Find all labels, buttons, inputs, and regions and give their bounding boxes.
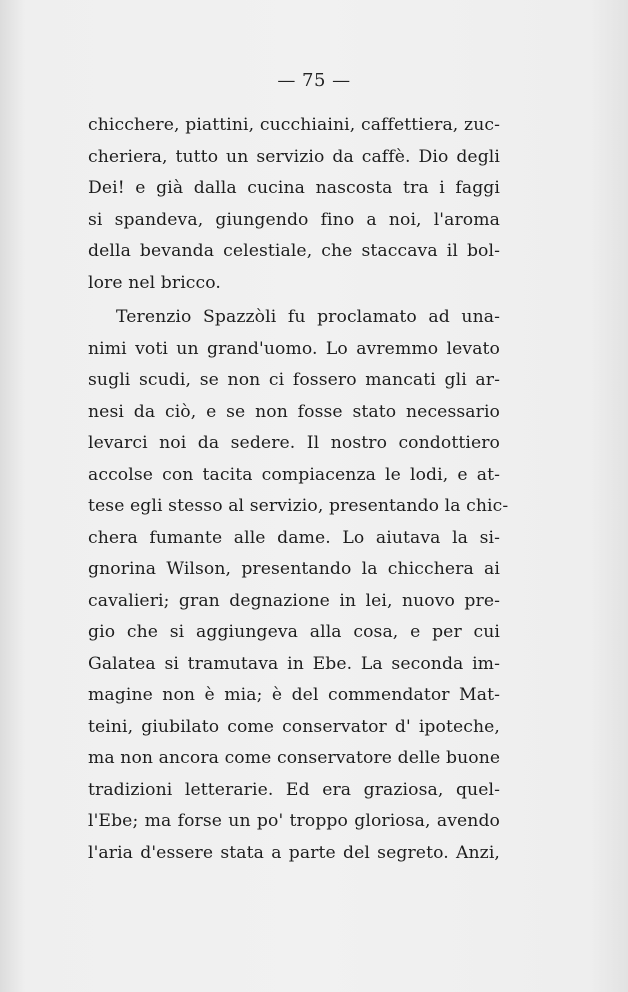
page-number: — 75 —: [277, 70, 351, 91]
text-line: cheriera, tutto un servizio da caffè. Dio degli: [88, 146, 500, 167]
text-line: Galatea si tramutava in Ebe. La seconda im-: [88, 653, 500, 674]
text-line: nesi da ciò, e se non fosse stato necessario: [88, 401, 500, 422]
text-line: gio che si aggiungeva alla cosa, e per cui: [88, 622, 500, 642]
text-line: cavalieri; gran degnazione in lei, nuovo pre-: [88, 590, 500, 611]
text-line: chera fumante alle dame. Lo aiutava la si-: [88, 527, 500, 548]
text-line: si spandeva, giungendo fino a noi, l'aroma: [88, 209, 500, 230]
text-line: accolse con tacita compiacenza le lodi, e at-: [88, 464, 500, 485]
text-line: l'Ebe; ma forse un po' troppo gloriosa, avendo: [88, 811, 500, 831]
text-line: l'aria d'essere stata a parte del segreto. Anzi,: [88, 842, 500, 863]
text-line: gnorina Wilson, presentando la chicchera ai: [88, 559, 500, 579]
text-line: lore nel bricco.: [88, 272, 221, 293]
body-text: [88, 110, 509, 869]
text-line: Terenzio Spazzòli fu proclamato ad una-: [116, 307, 500, 327]
text-line: sugli scudi, se non ci fossero mancati gli ar-: [88, 370, 500, 390]
text-line: tese egli stesso al servizio, presentando la chic-: [88, 496, 509, 516]
text-line: tradizioni letterarie. Ed era graziosa, quel-: [88, 779, 500, 800]
text-line: teini, giubilato come conservator d' ipoteche,: [88, 716, 500, 737]
text-line: ma non ancora come conservatore delle buone: [88, 748, 501, 768]
text-line: chicchere, piattini, cucchiaini, caffettiera, zuc-: [88, 115, 500, 135]
text-line: nimi voti un grand'uomo. Lo avremmo levato: [88, 338, 500, 359]
text-line: levarci noi da sedere. Il nostro condottiero: [88, 433, 500, 453]
text-line: Dei! e già dalla cucina nascosta tra i faggi: [88, 178, 500, 198]
text-line: magine non è mia; è del commendator Mat-: [88, 685, 500, 705]
text-line: della bevanda celestiale, che staccava il bol-: [88, 241, 500, 261]
